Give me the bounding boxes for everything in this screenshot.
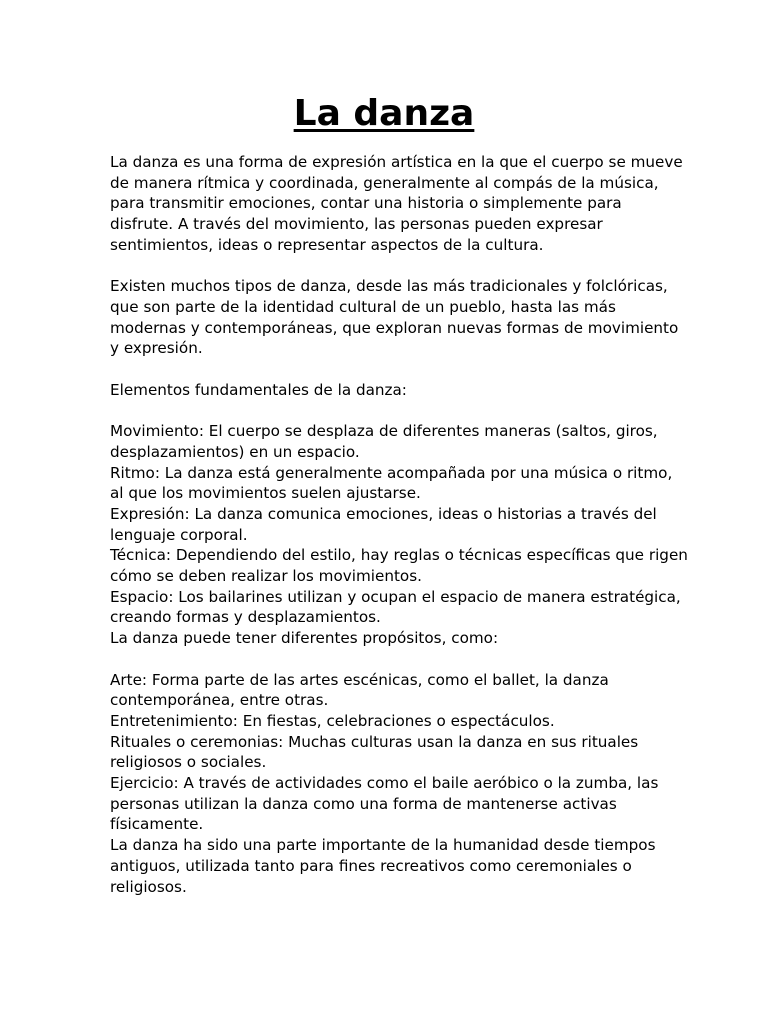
elements-heading xyxy=(110,380,670,401)
text-line: antiguos, utilizada tanto para fines recreativos como ceremoniales o xyxy=(110,856,632,875)
list-item: lenguaje corporal. xyxy=(110,525,248,544)
text-line: La danza ha sido una parte importante de la humanidad desde tiempos xyxy=(110,836,656,855)
list-item: Técnica: Dependiendo del estilo, hay reglas o técnicas específicas que rigen xyxy=(110,546,688,565)
document-title: La danza xyxy=(293,93,475,134)
text-line: La danza puede tener diferentes propósitos, como: xyxy=(110,629,499,648)
list-item: cómo se deben realizar los movimientos. xyxy=(110,567,422,586)
text-line: sentimientos, ideas o representar aspectos de la cultura. xyxy=(110,235,544,254)
list-item: desplazamientos) en un espacio. xyxy=(110,442,360,461)
list-item: físicamente. xyxy=(110,815,204,834)
list-item: creando formas y desplazamientos. xyxy=(110,608,381,627)
text-line: Elementos fundamentales de la danza: xyxy=(110,380,407,399)
list-item: religiosos o sociales. xyxy=(110,753,267,772)
text-line: modernas y contemporáneas, que exploran nuevas formas de movimiento xyxy=(110,318,679,337)
text-line: de manera rítmica y coordinada, generalmente al compás de la música, xyxy=(110,173,659,192)
list-item: Espacio: Los bailarines utilizan y ocupan el espacio de manera estratégica, xyxy=(110,587,681,606)
text-line: y expresión. xyxy=(110,339,203,358)
text-line: disfrute. A través del movimiento, las personas pueden expresar xyxy=(110,215,603,234)
elements-list xyxy=(110,421,688,649)
text-line: religiosos. xyxy=(110,877,187,896)
list-item: Ritmo: La danza está generalmente acompañada por una música o ritmo, xyxy=(110,463,673,482)
text-line: para transmitir emociones, contar una historia o simplemente para xyxy=(110,194,622,213)
text-line: que son parte de la identidad cultural de un pueblo, hasta las más xyxy=(110,297,616,316)
list-item: Expresión: La danza comunica emociones, ideas o historias a través del xyxy=(110,504,657,523)
list-item: Rituales o ceremonias: Muchas culturas usan la danza en sus rituales xyxy=(110,732,639,751)
intro-paragraph xyxy=(110,152,683,256)
purposes-list xyxy=(110,670,670,898)
list-item: personas utilizan la danza como una forma de mantenerse activas xyxy=(110,794,617,813)
list-item: Arte: Forma parte de las artes escénicas, como el ballet, la danza xyxy=(110,670,609,689)
list-item: contemporánea, entre otras. xyxy=(110,691,329,710)
text-line: La danza es una forma de expresión artística en la que el cuerpo se mueve xyxy=(110,153,683,171)
list-item: Movimiento: El cuerpo se desplaza de diferentes maneras (saltos, giros, xyxy=(110,422,658,441)
document-body xyxy=(110,152,688,897)
list-item: al que los movimientos suelen ajustarse. xyxy=(110,484,421,503)
types-paragraph xyxy=(110,276,679,359)
list-item: Ejercicio: A través de actividades como el baile aeróbico o la zumba, las xyxy=(110,774,659,793)
text-line: Existen muchos tipos de danza, desde las más tradicionales y folclóricas, xyxy=(110,277,668,296)
list-item: Entretenimiento: En fiestas, celebraciones o espectáculos. xyxy=(110,711,555,730)
